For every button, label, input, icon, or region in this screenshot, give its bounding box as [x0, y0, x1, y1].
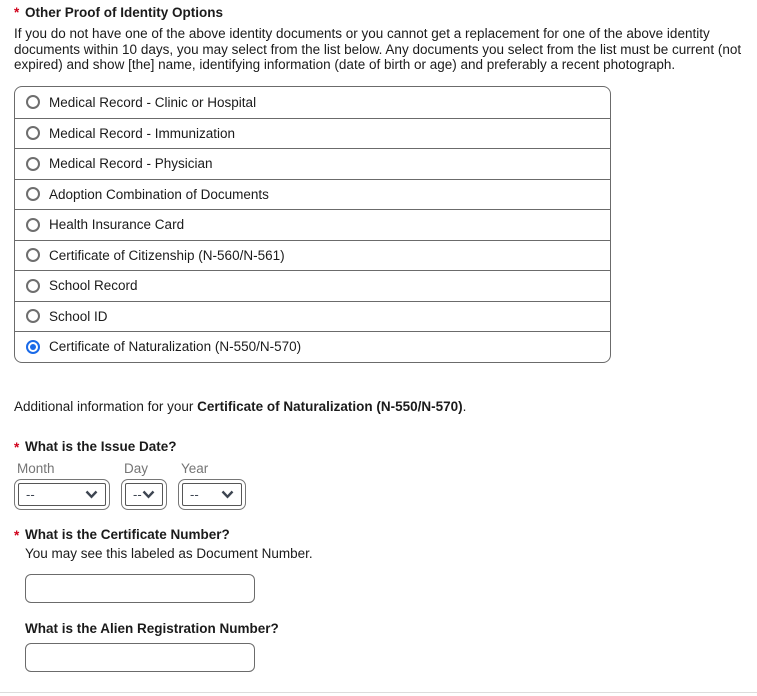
- required-asterisk: *: [14, 527, 20, 543]
- radio-button-icon[interactable]: [26, 187, 40, 201]
- identity-option-label: Medical Record - Clinic or Hospital: [49, 94, 257, 110]
- required-asterisk: *: [14, 5, 20, 20]
- alien-registration-input[interactable]: [25, 643, 255, 672]
- day-label: Day: [124, 460, 149, 476]
- chevron-down-icon: [85, 490, 98, 499]
- certificate-number-question-label: What is the Certificate Number?: [25, 526, 230, 542]
- identity-option-row[interactable]: [15, 270, 610, 301]
- identity-option-row[interactable]: [15, 209, 610, 240]
- radio-button-icon[interactable]: [26, 279, 40, 293]
- section-header: [14, 4, 745, 21]
- issue-year-select[interactable]: [178, 479, 246, 510]
- section-description: If you do not have one of the above identity documents or you cannot get a replacement for one of the above identity documents within 10 days, you may select from the list below. Any documents you select from the list must be current (not expired) and show [the] name, identifying information (date of birth or age) and preferably a recent photograph.: [14, 26, 742, 73]
- alien-registration-question: [25, 621, 745, 636]
- issue-date-question-label: What is the Issue Date?: [25, 438, 177, 454]
- additional-info-suffix: .: [462, 398, 467, 414]
- identity-option-label: Certificate of Naturalization (N-550/N-570): [49, 339, 302, 355]
- identity-option-row[interactable]: [15, 301, 610, 332]
- identity-option-label: School ID: [49, 308, 108, 324]
- issue-year-value: --: [190, 486, 199, 502]
- additional-info-prefix: Additional information for your: [14, 398, 198, 414]
- month-label: Month: [17, 460, 55, 476]
- radio-button-icon[interactable]: [26, 340, 40, 354]
- identity-option-row[interactable]: [15, 148, 610, 179]
- identity-option-row[interactable]: [15, 118, 610, 149]
- identity-option-row[interactable]: [15, 240, 610, 271]
- radio-button-icon[interactable]: [26, 95, 40, 109]
- identity-option-row[interactable]: [15, 87, 610, 118]
- year-label: Year: [181, 460, 209, 476]
- issue-month-value: --: [26, 486, 35, 502]
- identity-option-label: Health Insurance Card: [49, 217, 185, 233]
- chevron-down-icon: [221, 490, 234, 499]
- alien-registration-question-label: What is the Alien Registration Number?: [25, 620, 279, 636]
- identity-option-label: Adoption Combination of Documents: [49, 186, 269, 202]
- radio-button-icon[interactable]: [26, 218, 40, 232]
- issue-year-field: [178, 461, 246, 510]
- additional-info-text: [14, 399, 745, 414]
- identity-option-row[interactable]: [15, 331, 610, 362]
- identity-option-label: Medical Record - Physician: [49, 156, 213, 172]
- identity-option-label: School Record: [49, 278, 138, 294]
- page-title: Other Proof of Identity Options: [25, 5, 223, 20]
- issue-date-question: [14, 438, 745, 455]
- radio-button-icon[interactable]: [26, 157, 40, 171]
- issue-date-fields: [14, 461, 745, 510]
- selected-document-name: Certificate of Naturalization (N-550/N-570): [197, 398, 463, 414]
- issue-day-field: [121, 461, 167, 510]
- required-asterisk: *: [14, 439, 20, 455]
- radio-button-icon[interactable]: [26, 309, 40, 323]
- bottom-divider: [0, 692, 757, 693]
- issue-month-select[interactable]: [14, 479, 110, 510]
- issue-day-value: --: [133, 486, 142, 502]
- issue-month-field: [14, 461, 110, 510]
- certificate-number-input[interactable]: [25, 574, 255, 603]
- identity-option-label: Medical Record - Immunization: [49, 125, 236, 141]
- radio-button-icon[interactable]: [26, 126, 40, 140]
- identity-option-label: Certificate of Citizenship (N-560/N-561): [49, 247, 285, 263]
- radio-button-icon[interactable]: [26, 248, 40, 262]
- identity-options-list: [14, 86, 611, 363]
- certificate-number-helper: You may see this labeled as Document Number.: [25, 545, 313, 561]
- chevron-down-icon: [142, 490, 155, 499]
- certificate-number-question: [14, 526, 745, 543]
- issue-day-select[interactable]: [121, 479, 167, 510]
- identity-option-row[interactable]: [15, 179, 610, 210]
